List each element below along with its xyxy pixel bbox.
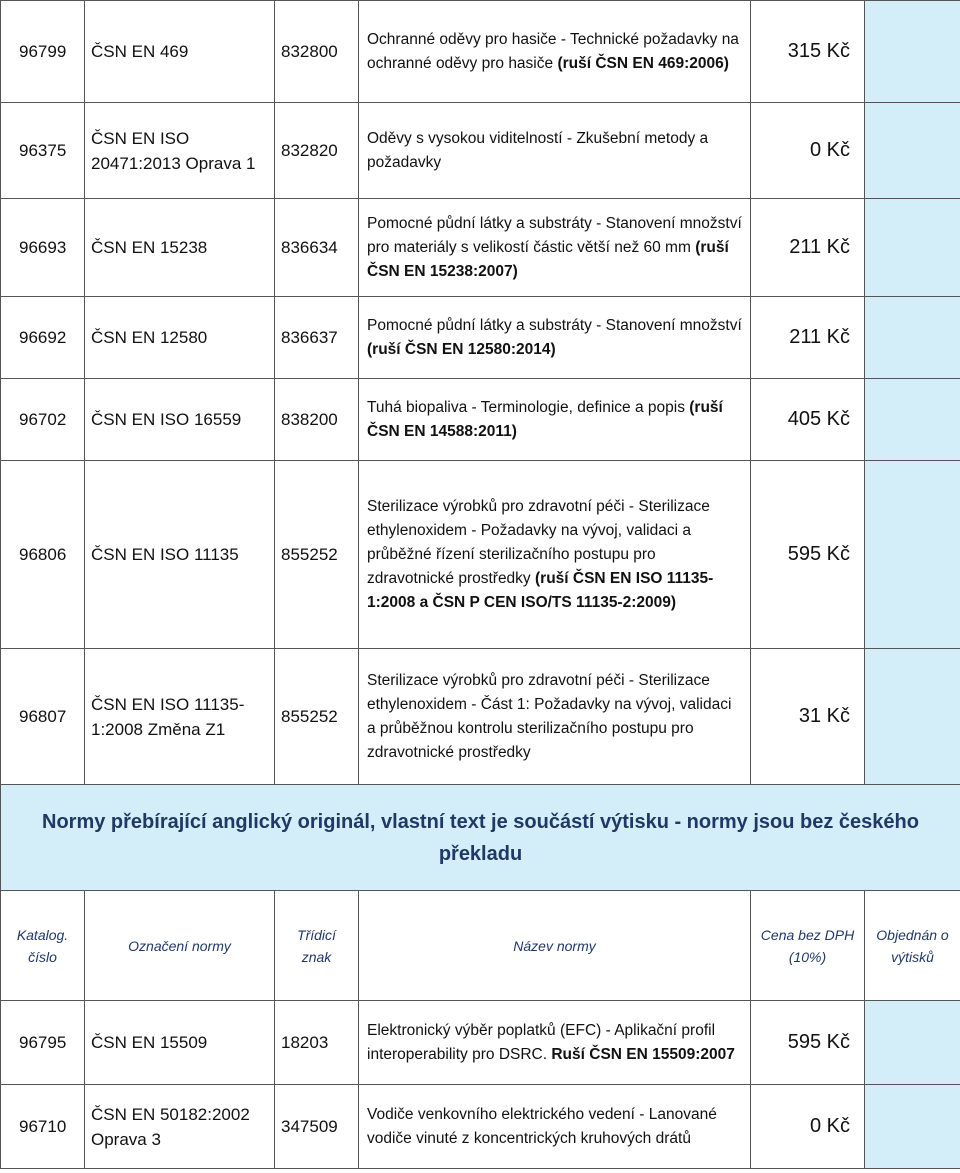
header-code: Třídicí znak xyxy=(275,891,359,1001)
table-row xyxy=(1,1085,960,1169)
standard-designation: ČSN EN ISO 11135 xyxy=(85,461,275,649)
replaces-note: Ruší ČSN EN 15509:2007 xyxy=(551,1045,735,1063)
replaces-note: (ruší ČSN EN 469:2006) xyxy=(557,54,729,72)
table-row xyxy=(1,649,960,785)
standard-name-text: Pomocné půdní látky a substráty - Stanovení množství pro materiály s velikostí částic větší než 60 mm xyxy=(367,214,742,256)
table-row xyxy=(1,1,960,103)
table-row xyxy=(1,199,960,297)
replaces-note: (ruší ČSN EN ISO 11135-1:2008 a ČSN P CEN ISO/TS 11135-2:2009) xyxy=(367,569,714,611)
sorting-code: 836634 xyxy=(275,199,359,297)
sorting-code: 18203 xyxy=(275,1001,359,1085)
standard-name xyxy=(359,461,751,649)
standard-name-text: Sterilizace výrobků pro zdravotní péči - Sterilizace ethylenoxidem - Část 1: Požadavky na vývoj, validaci a průběžnou kontrolu sterilizačního postupu pro zdravotnické prostředky xyxy=(367,671,732,761)
price: 211 Kč xyxy=(751,199,865,297)
standard-name-text: Ochranné oděvy pro hasiče - Technické požadavky na ochranné oděvy pro hasiče xyxy=(367,30,739,72)
order-quantity-input[interactable] xyxy=(865,103,960,199)
price: 0 Kč xyxy=(751,103,865,199)
order-quantity-input[interactable] xyxy=(865,199,960,297)
standard-name xyxy=(359,103,751,199)
price: 0 Kč xyxy=(751,1085,865,1169)
table-row xyxy=(1,103,960,199)
sorting-code: 855252 xyxy=(275,461,359,649)
order-quantity-input[interactable] xyxy=(865,649,960,785)
catalog-number: 96692 xyxy=(1,297,85,379)
price: 595 Kč xyxy=(751,461,865,649)
order-quantity-input[interactable] xyxy=(865,1085,960,1169)
price: 595 Kč xyxy=(751,1001,865,1085)
standard-name-text: Sterilizace výrobků pro zdravotní péči - Sterilizace ethylenoxidem - Požadavky na vývoj, validaci a průběžné řízení sterilizačního postupu pro zdravotnické prostředky xyxy=(367,497,710,587)
header-designation: Označení normy xyxy=(85,891,275,1001)
sorting-code: 832800 xyxy=(275,1,359,103)
order-quantity-input[interactable] xyxy=(865,1,960,103)
standard-name-text: Vodiče venkovního elektrického vedení - Lanované vodiče vinuté z koncentrických kruhových drátů xyxy=(367,1105,717,1147)
standard-designation: ČSN EN 469 xyxy=(85,1,275,103)
price: 211 Kč xyxy=(751,297,865,379)
price: 31 Kč xyxy=(751,649,865,785)
header-price: Cena bez DPH (10%) xyxy=(751,891,865,1001)
standard-name xyxy=(359,199,751,297)
catalog-number: 96806 xyxy=(1,461,85,649)
price: 315 Kč xyxy=(751,1,865,103)
table-row xyxy=(1,297,960,379)
standard-name-text: Pomocné půdní látky a substráty - Stanovení množství xyxy=(367,316,742,334)
header-row xyxy=(1,891,960,1001)
catalog-number: 96693 xyxy=(1,199,85,297)
standard-designation: ČSN EN 15509 xyxy=(85,1001,275,1085)
price: 405 Kč xyxy=(751,379,865,461)
standard-name xyxy=(359,649,751,785)
sorting-code: 855252 xyxy=(275,649,359,785)
order-quantity-input[interactable] xyxy=(865,297,960,379)
standard-name-text: Oděvy s vysokou viditelností - Zkušební metody a požadavky xyxy=(367,129,709,171)
header-catalog: Katalog. číslo xyxy=(1,891,85,1001)
standard-name xyxy=(359,1085,751,1169)
catalog-number: 96807 xyxy=(1,649,85,785)
standard-designation: ČSN EN ISO 20471:2013 Oprava 1 xyxy=(85,103,275,199)
section-banner: Normy přebírající anglický originál, vlastní text je součástí výtisku - normy jsou bez českého překladu xyxy=(1,785,960,891)
standard-designation: ČSN EN ISO 11135-1:2008 Změna Z1 xyxy=(85,649,275,785)
table-row xyxy=(1,1001,960,1085)
sorting-code: 838200 xyxy=(275,379,359,461)
standard-designation: ČSN EN 12580 xyxy=(85,297,275,379)
banner-row xyxy=(1,785,960,891)
replaces-note: (ruší ČSN EN 14588:2011) xyxy=(367,398,723,440)
standard-name-text: Tuhá biopaliva - Terminologie, definice a popis xyxy=(367,398,685,416)
sorting-code: 836637 xyxy=(275,297,359,379)
catalog-number: 96375 xyxy=(1,103,85,199)
catalog-number: 96795 xyxy=(1,1001,85,1085)
catalog-number: 96702 xyxy=(1,379,85,461)
sorting-code: 832820 xyxy=(275,103,359,199)
order-quantity-input[interactable] xyxy=(865,379,960,461)
catalog-number: 96710 xyxy=(1,1085,85,1169)
header-name: Název normy xyxy=(359,891,751,1001)
header-order: Objednán o výtisků xyxy=(865,891,960,1001)
standard-designation: ČSN EN 15238 xyxy=(85,199,275,297)
standard-designation: ČSN EN ISO 16559 xyxy=(85,379,275,461)
standard-name-text: Elektronický výběr poplatků (EFC) - Aplikační profil interoperability pro DSRC. xyxy=(367,1021,716,1063)
replaces-note: (ruší ČSN EN 12580:2014) xyxy=(367,340,556,358)
replaces-note: (ruší ČSN EN 15238:2007) xyxy=(367,238,729,280)
order-quantity-input[interactable] xyxy=(865,1001,960,1085)
standard-name xyxy=(359,1001,751,1085)
standard-name xyxy=(359,297,751,379)
sorting-code: 347509 xyxy=(275,1085,359,1169)
table-row xyxy=(1,379,960,461)
standard-name xyxy=(359,379,751,461)
standard-designation: ČSN EN 50182:2002 Oprava 3 xyxy=(85,1085,275,1169)
catalog-number: 96799 xyxy=(1,1,85,103)
standard-name xyxy=(359,1,751,103)
table-row xyxy=(1,461,960,649)
order-quantity-input[interactable] xyxy=(865,461,960,649)
